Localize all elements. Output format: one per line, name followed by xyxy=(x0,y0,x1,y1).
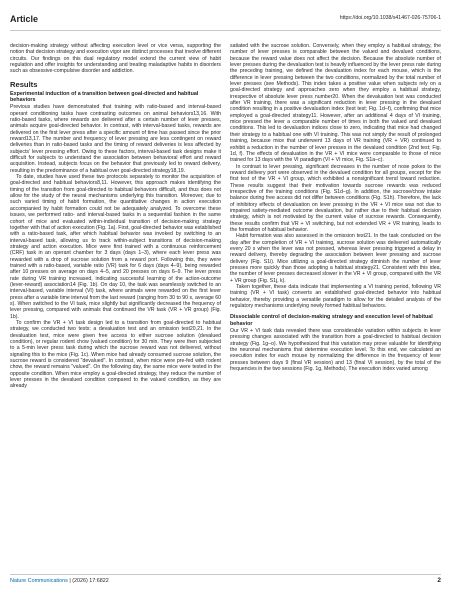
intro-paragraph: decision-making strategy without affecting execution level or vice versa, supporting the notion that decision strategy and execution vigor are distinct processes that involve different circuits. Our findings on this dual regulatory model extend the current view of habit regulation and offer insights for understanding and treating maladaptive habits in disorders such as obsessive-compulsive disorder and addiction. xyxy=(10,43,221,75)
body-paragraph: satiated with the sucrose solution. Conversely, when they employ a habitual strategy, the number of lever presses is comparable between the valued and devalued conditions, because the reward value does not affect the decision. Because the absolute number of lever presses during the devaluation test is heavily influenced by the lever press rate during the preceding training, we defined the devaluation index for each mouse, which is the difference in lever pressing between the two conditions, normalized by the total number of lever presses (see Methods). This index takes a positive value when subjects rely on a goal-directed strategy and approaches zero when they employ a habitual strategy, irrespective of absolute lever press number20. When the devaluation test was conducted after VR training, there was a significant reduction in lever pressing in the devalued condition resulting in a positive devaluation index (test test; Fig. 1d–f), confirming that mice employed a goal-directed strategy11. However, after an additional 4 days of VI training, mice pressed the lever a comparable number of times in both the valued and devalued conditions. This led to devaluation indices close to zero, indicating that mice had changed their strategy to a habitual one with VI training. This was not simply the result of prolonged training, because mice that underwent 13 days of VR training (VR + VR) continued to exhibit a reduction in the number of lever presses in the devalued condition (2nd test; Fig. 1d, f). The effects of devaluation in the VR + VI mice were comparable to those of mice trained for 13 days with the VI paradigm (VI + VI mice, Fig. S1a–c). xyxy=(230,43,441,164)
body-paragraph: In contrast to lever pressing, significant decreases in the number of nose pokes to the reward delivery port were observed in the devalued condition for all groups, except for the first test of the VR + VI group, which exhibited a nonsignificant trend toward reduction. These results suggest that their motivation towards sucrose rewards was reduced irrespective of the training conditions (Fig. S1d–g). In addition, the sucrose/chow intake balance during free access did not differ between conditions (Fig. S1h). Therefore, the lack of inhibitory effects of devaluation on lever pressing in the VR + VI mice was not due to impaired satiety-mediated outcome devaluation, but rather due to their habitual decision strategy, which is not motivated by the current value of sucrose rewards. Consequently, these results confirm that VR + VI switching, but not extended VR + VR training, leads to the formation of habitual behavior. xyxy=(230,163,441,233)
footer-divider xyxy=(10,574,441,575)
body-paragraph: Our VR + VI task data revealed there was considerable variation within subjects in lever pressing changes associated with the transition from a goal-directed to habitual decision strategy (Fig. 1g–o). We hypothesized that this variation may prove valuable for identifying the neuronal mechanisms that determine execution level. To this end, we calculated an execution index for each mouse by normalizing the difference in the frequency of lever presses between days 9 (final VR session) and 13 (final VI session), by the total of the frequencies in the two sessions (Fig. 1g, Methods). The execution index varied among xyxy=(230,328,441,373)
section-heading-transition: Experimental induction of a transition between goal-directed and habitual behaviors xyxy=(10,90,199,104)
body-paragraph: To confirm the VR + VI task design led to a transition from goal-directed to habitual strategy, we conducted two tests: a devaluation test and an omission test20,21. In the devaluation test, mice were given free access to either sucrose solution (devalued condition), or regular rodent chow (valued condition) for 30 min. They were then subjected to a 5-min lever press task during which the sucrose reward was not delivered, without signaling this to the mice (Fig. 1c). When mice had already consumed sucrose solution, the sucrose reward is considered "devalued". In contrast, when mice were pre-fed with rodent chow, the reward remains "valued". On the following day, the same mice were tested in the opposite condition. When mice employ a goal-directed strategy, they reduce the number of lever presses in the devalued condition compared to the valued condition, as they are already xyxy=(10,320,221,390)
doi-link[interactable]: https://doi.org/10.1038/s41467-026-75706-1 xyxy=(339,15,441,21)
article-body xyxy=(10,43,442,573)
left-column xyxy=(10,43,221,573)
article-label: Article xyxy=(10,14,39,24)
results-heading: Results xyxy=(10,79,38,89)
body-paragraph: To date, studies have used these two protocols separately to monitor the acquisition of goal-directed and habitual behaviors8,11. However, this approach makes identifying the timing of the transition from goal-directed to habitual behaviors difficult, and thus does not allow for the study of the neural mechanisms underlying this transition. Moreover, due to such varied timing of habit formation, the quantitative changes in action execution accompanied by habit formation could not be adequately analyzed. To overcome these issues, we performed ratio- and interval-based tasks in a sequential fashion in the same cohort of mice and evaluated within-individual transition of decision-making strategy together with that of action execution (Fig. 1a). First, goal-directed behavior was established with a ratio-based task, after which habitual behavior was invoked by switching to an interval-based task, allowing us to track within-subject transitions of decision-making strategy and action execution. Mice were first trained with a continuous reinforcement (CRF) task in an operant chamber for 3 days (days 1–3), where each lever press was rewarded with a drop of sucrose solution from a reward port. Following this, they were trained with a ratio-based, variable ratio (VR) task for 6 days (days 4–9), being rewarded after 10 presses on average on days 4–5, and 20 presses on days 6–9. The lever press rate during VR training increased, indicating successful learning of the action-outcome (lever-reward) association14 (Fig. 1b). On day 10, the task was seamlessly switched to an interval-based, variable interval (VI) task, where animals were rewarded on the first lever press after a variable time interval from the last reward (ranging from 30 to 90 s, average 60 s). When switched to the VI task, mice slightly but significantly decreased the frequency of lever pressing, compared with animals that continued the VR task (VR + VR group) (Fig. 1b). xyxy=(10,174,221,320)
body-paragraph: Taken together, these data indicate that implementing a VI training period, following VR training (VR + VI task) converts an established goal-directed behavior into habitual behavior, thereby providing a versatile paradigm to allow for the detailed analysis of the regulatory mechanisms underlying newly formed habitual behaviors. xyxy=(230,284,441,310)
citation-text: | (2026) 17:6822 xyxy=(67,578,109,584)
journal-citation xyxy=(10,578,109,584)
page-number: 2 xyxy=(437,577,441,584)
body-paragraph: Previous studies have demonstrated that training with ratio-based and interval-based operant conditioning tasks have contrasting outcomes on animal behaviors13,16. With ratio-based tasks, where rewards are delivered after a certain number of lever presses, animals acquire goal-directed behavior. In contrast, with interval-based tasks, rewards are delivered on the first lever press after a specific amount of time has passed since the prior reward13,17. The number and frequency of lever pressing are less contingent on reward deliveries than in ratio-based tasks and the timing of reward deliveries is less affected by subjects' lever pressing effort. Owing to these factors, interval-based task designs make it difficult for subjects to understand the association between behavioral effort and reward acquisition. Instead, subjects focus on the behavior that previously led to reward delivery, resulting in the predominance of a habitual over goal-directed strategy18,19. xyxy=(10,104,221,174)
body-paragraph: Habit formation was also assessed in the omission test21. In the task conducted on the day after the completion of VR + VI training, sucrose solution was delivered automatically every 20 s when the lever was not pressed, whereas lever pressing triggered a delay in reward delivery, thereby degrading the association between lever pressing and sucrose delivery (Fig. S1i). Mice utilizing a goal-directed strategy diminish the number of lever presses more quickly than those adopting a habitual strategy21. Consistent with this idea, the number of lever presses decreased slower in the VR + VI group, compared with the VR + VR group (Fig. S1j, k). xyxy=(230,233,441,284)
section-heading-dissociable: Dissociable control of decision-making strategy and execution level of habitual behavior xyxy=(230,314,433,327)
page-footer xyxy=(10,574,441,592)
page-header xyxy=(10,10,441,32)
header-divider xyxy=(10,30,441,31)
journal-name[interactable]: Nature Communications xyxy=(10,578,68,584)
right-column xyxy=(230,43,441,573)
